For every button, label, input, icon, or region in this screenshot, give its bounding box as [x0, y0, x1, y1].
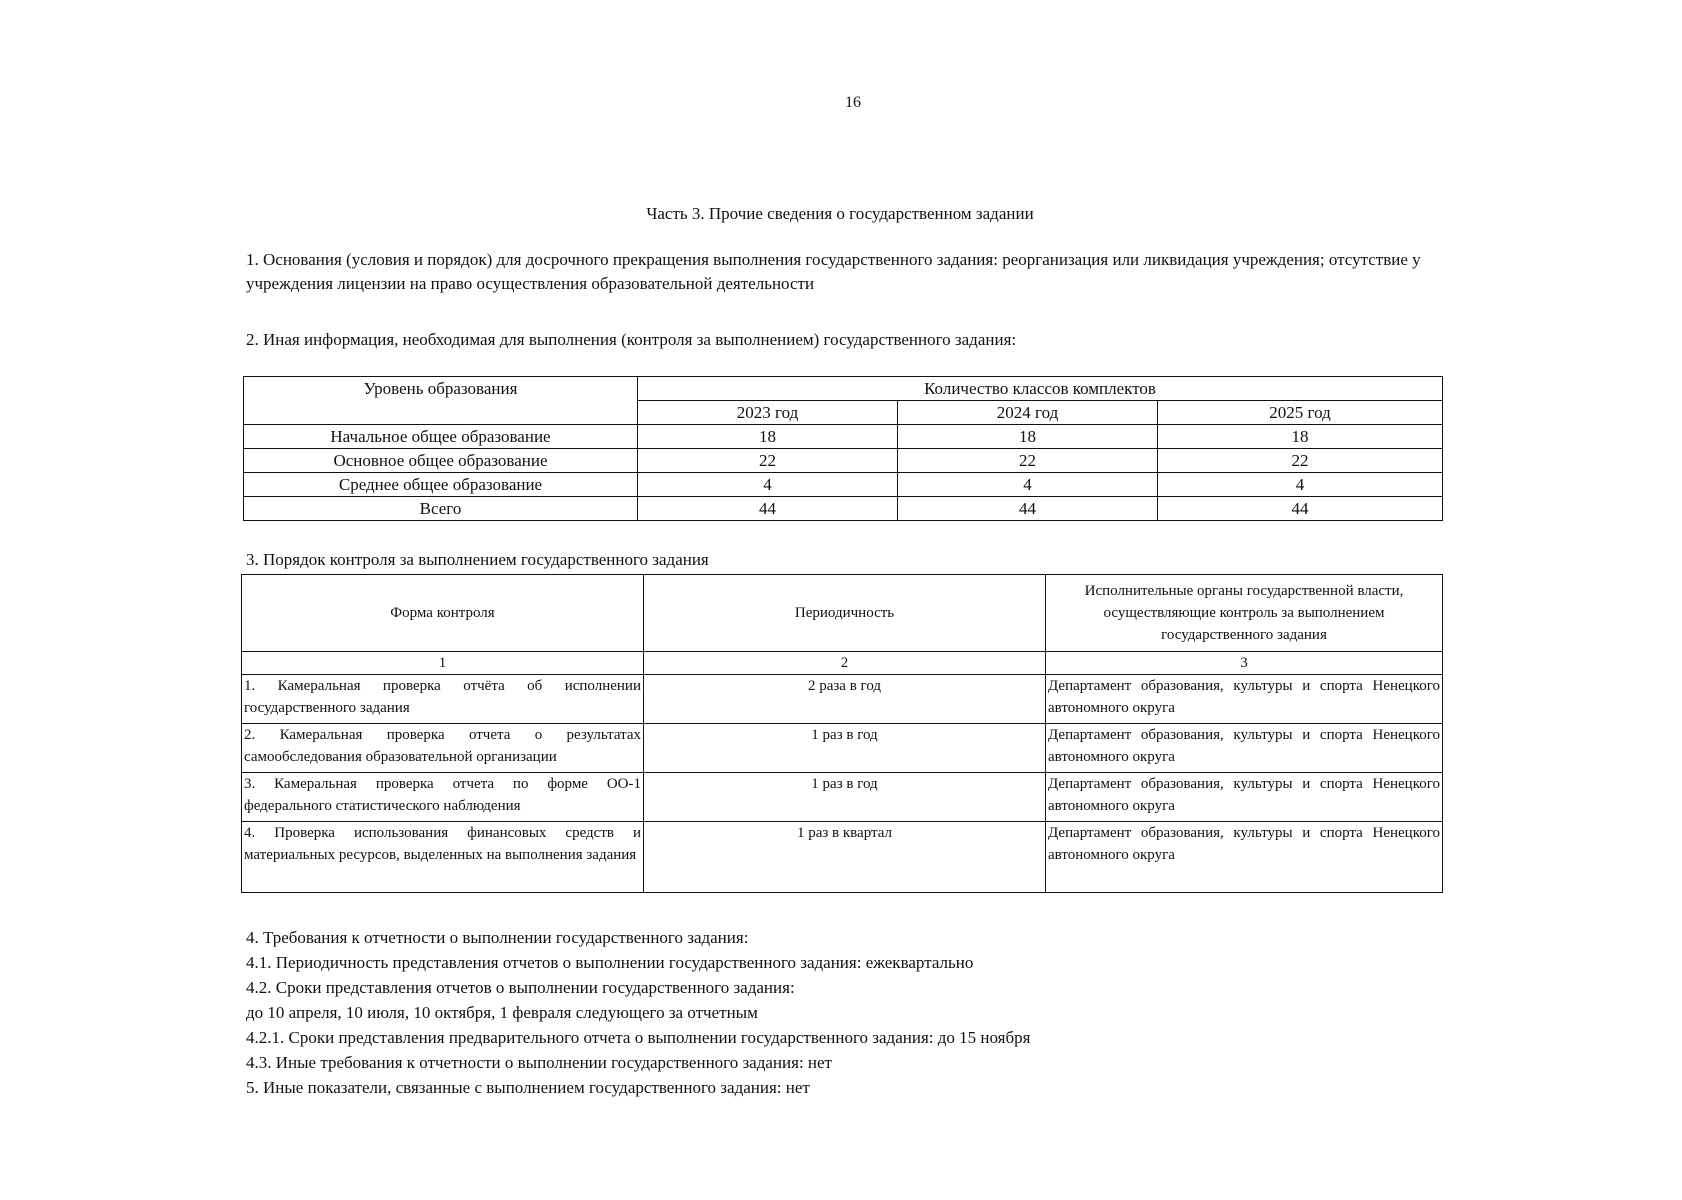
value-cell: 4	[1158, 473, 1443, 497]
level-cell: Всего	[244, 497, 638, 521]
requirement-line: до 10 апреля, 10 июля, 10 октября, 1 февраля следующего за отчетным	[246, 1003, 758, 1022]
value-cell: 4	[638, 473, 898, 497]
part-title: Часть 3. Прочие сведения о государственном задании	[646, 204, 1034, 223]
value-cell: 44	[1158, 497, 1443, 521]
header-year: 2025 год	[1158, 401, 1443, 425]
table-row	[244, 425, 1443, 449]
level-cell: Начальное общее образование	[244, 425, 638, 449]
value-cell: 4	[898, 473, 1158, 497]
form-cell: 1. Камеральная проверка отчёта об исполнении государственного задания	[242, 675, 644, 724]
page-number: 16	[845, 94, 861, 111]
requirements-block	[246, 925, 1446, 1100]
body-cell: Департамент образования, культуры и спорта Ненецкого автономного округа	[1046, 724, 1443, 773]
section-1-text: 1. Основания (условия и порядок) для досрочного прекращения выполнения государственного задания: реорганизация или ликвидация учреждения; отсутствие у учреждения лицензии на право осуществления образовательной деятельности	[246, 250, 1421, 293]
table-row	[242, 822, 1443, 893]
header-body: Исполнительные органы государственной власти, осуществляющие контроль за выполнением государственного задания	[1046, 575, 1443, 652]
value-cell: 22	[638, 449, 898, 473]
table-row	[242, 724, 1443, 773]
period-cell: 1 раз в квартал	[644, 822, 1046, 893]
table-row	[244, 449, 1443, 473]
requirement-line: 4.3. Иные требования к отчетности о выполнении государственного задания: нет	[246, 1053, 832, 1072]
level-cell: Среднее общее образование	[244, 473, 638, 497]
column-number: 1	[242, 652, 644, 675]
period-cell: 1 раз в год	[644, 773, 1046, 822]
form-cell: 4. Проверка использования финансовых средств и материальных ресурсов, выделенных на выполнения задания	[242, 822, 644, 893]
table-row	[244, 473, 1443, 497]
column-number: 2	[644, 652, 1046, 675]
level-cell: Основное общее образование	[244, 449, 638, 473]
value-cell: 18	[638, 425, 898, 449]
control-table	[241, 574, 1443, 893]
value-cell: 44	[898, 497, 1158, 521]
table-row	[242, 675, 1443, 724]
header-level: Уровень образования	[244, 377, 638, 425]
value-cell: 44	[638, 497, 898, 521]
body-cell: Департамент образования, культуры и спорта Ненецкого автономного округа	[1046, 773, 1443, 822]
table-row	[242, 773, 1443, 822]
value-cell: 22	[898, 449, 1158, 473]
period-cell: 1 раз в год	[644, 724, 1046, 773]
header-year: 2024 год	[898, 401, 1158, 425]
body-cell: Департамент образования, культуры и спорта Ненецкого автономного округа	[1046, 675, 1443, 724]
value-cell: 18	[898, 425, 1158, 449]
value-cell: 18	[1158, 425, 1443, 449]
header-form: Форма контроля	[242, 575, 644, 652]
classes-table	[243, 376, 1443, 521]
requirement-line: 4.1. Периодичность представления отчетов о выполнении государственного задания: ежеквартально	[246, 953, 974, 972]
form-cell: 3. Камеральная проверка отчета по форме ОО-1 федерального статистического наблюдения	[242, 773, 644, 822]
requirement-line: 4.2.1. Сроки представления предварительного отчета о выполнении государственного задания: до 15 ноября	[246, 1028, 1031, 1047]
requirement-line: 5. Иные показатели, связанные с выполнением государственного задания: нет	[246, 1078, 810, 1097]
header-period: Периодичность	[644, 575, 1046, 652]
section-2-text: 2. Иная информация, необходимая для выполнения (контроля за выполнением) государственного задания:	[246, 330, 1017, 349]
form-cell: 2. Камеральная проверка отчета о результатах самообследования образовательной организации	[242, 724, 644, 773]
header-count: Количество классов комплектов	[638, 377, 1443, 401]
value-cell: 22	[1158, 449, 1443, 473]
table-row	[244, 497, 1443, 521]
requirement-line: 4.2. Сроки представления отчетов о выполнении государственного задания:	[246, 978, 795, 997]
requirement-line: 4. Требования к отчетности о выполнении государственного задания:	[246, 928, 749, 947]
section-3-text: 3. Порядок контроля за выполнением государственного задания	[246, 550, 709, 569]
header-year: 2023 год	[638, 401, 898, 425]
body-cell: Департамент образования, культуры и спорта Ненецкого автономного округа	[1046, 822, 1443, 893]
period-cell: 2 раза в год	[644, 675, 1046, 724]
column-number: 3	[1046, 652, 1443, 675]
